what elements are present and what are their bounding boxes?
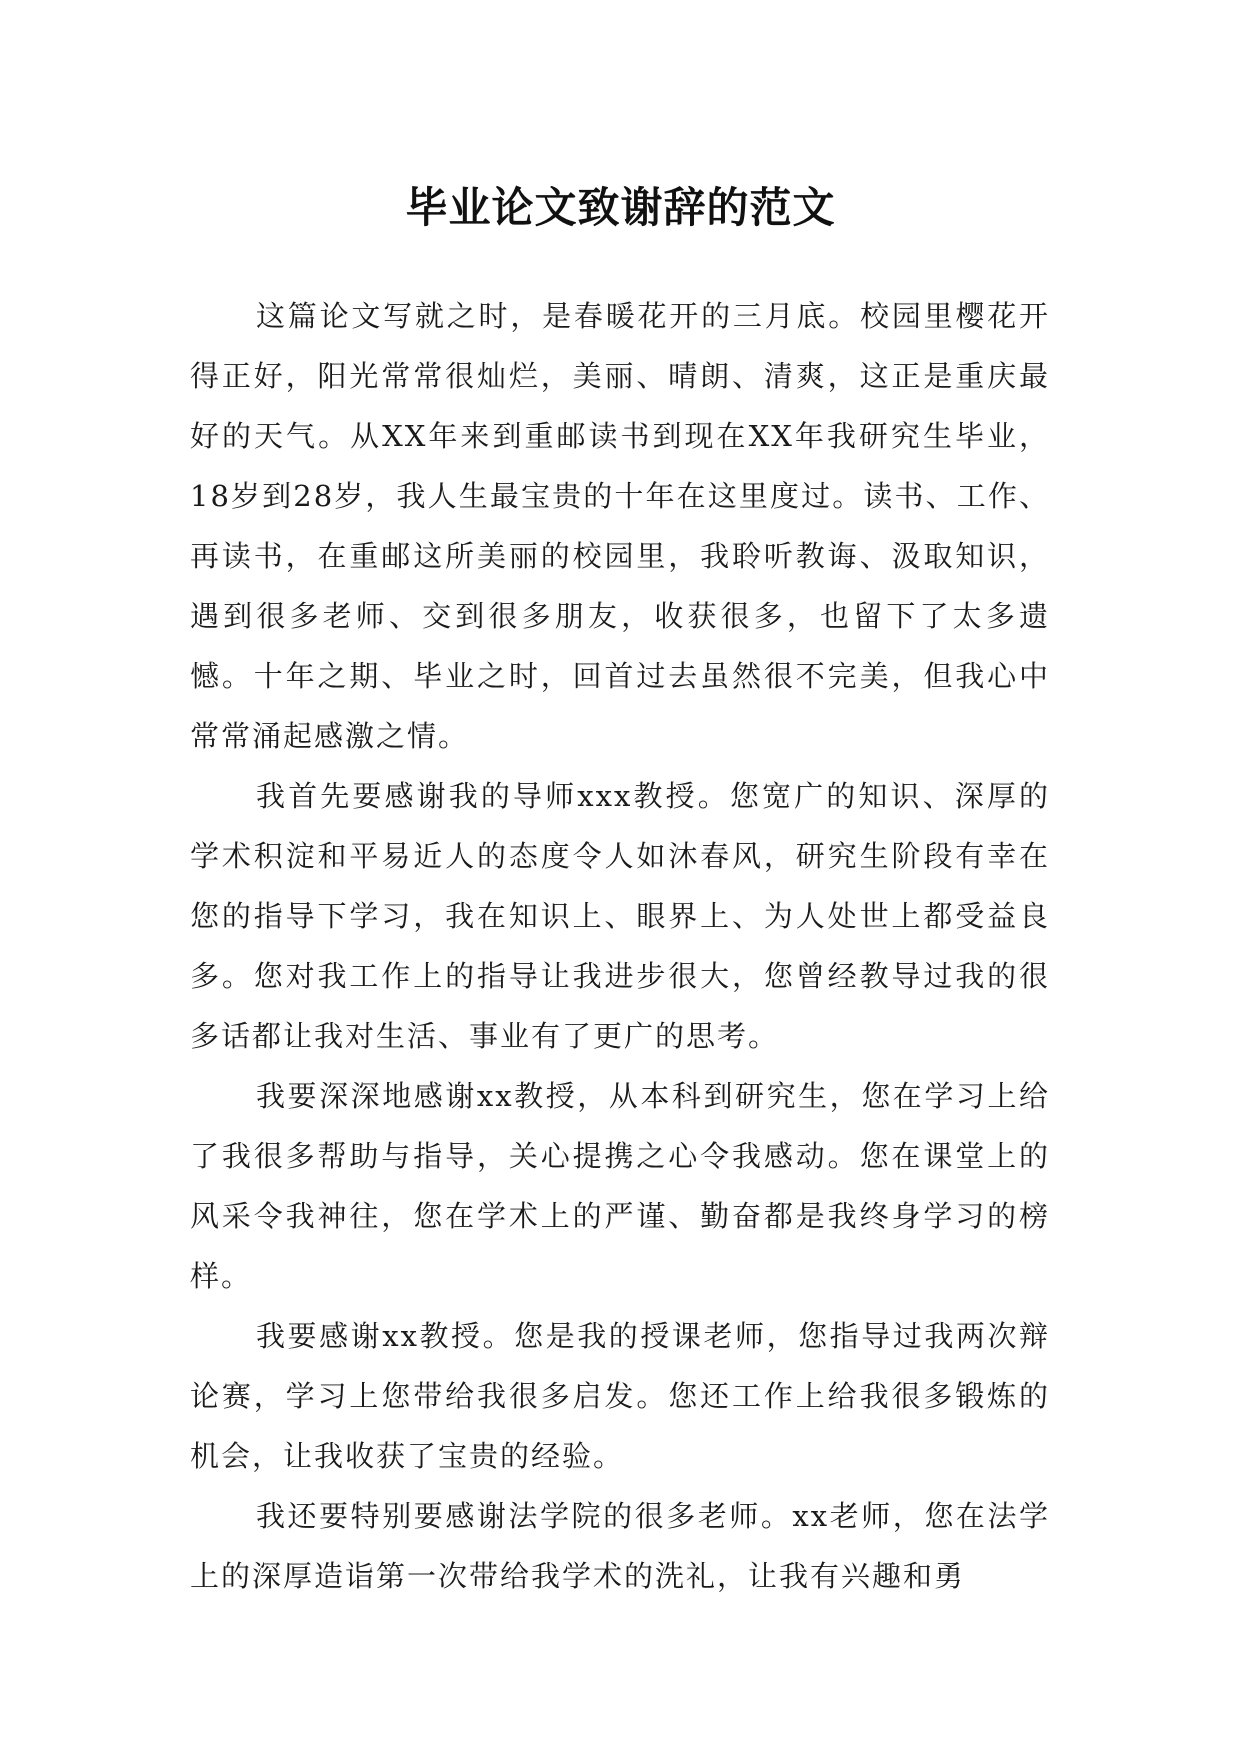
document-title: 毕业论文致谢辞的范文	[405, 183, 836, 233]
paragraph-2: 我首先要感谢我的导师xxx教授。您宽广的知识、深厚的学术积淀和平易近人的态度令人如沐春风，研究生阶段有幸在您的指导下学习，我在知识上、眼界上、为人处世上都受益良多。您对我工作上的指导让我进步很大，您曾经教导过我的很多话都让我对生活、事业有了更广的思考。	[190, 779, 1050, 1053]
document-body	[190, 286, 1050, 1606]
paragraph-4: 我要感谢xx教授。您是我的授课老师，您指导过我两次辩论赛，学习上您带给我很多启发。您还工作上给我很多锻炼的机会，让我收获了宝贵的经验。	[190, 1319, 1050, 1473]
paragraph-1: 这篇论文写就之时，是春暖花开的三月底。校园里樱花开得正好，阳光常常很灿烂，美丽、晴朗、清爽，这正是重庆最好的天气。从XX年来到重邮读书到现在XX年我研究生毕业，18岁到28岁，我人生最宝贵的十年在这里度过。读书、工作、再读书，在重邮这所美丽的校园里，我聆听教诲、汲取知识，遇到很多老师、交到很多朋友，收获很多，也留下了太多遗憾。十年之期、毕业之时，回首过去虽然很不完美，但我心中常常涌起感激之情。	[190, 299, 1050, 753]
paragraph-3: 我要深深地感谢xx教授，从本科到研究生，您在学习上给了我很多帮助与指导，关心提携之心令我感动。您在课堂上的风采令我神往，您在学术上的严谨、勤奋都是我终身学习的榜样。	[190, 1079, 1050, 1293]
paragraph-5: 我还要特别要感谢法学院的很多老师。xx老师，您在法学上的深厚造诣第一次带给我学术的洗礼，让我有兴趣和勇	[190, 1499, 1050, 1593]
